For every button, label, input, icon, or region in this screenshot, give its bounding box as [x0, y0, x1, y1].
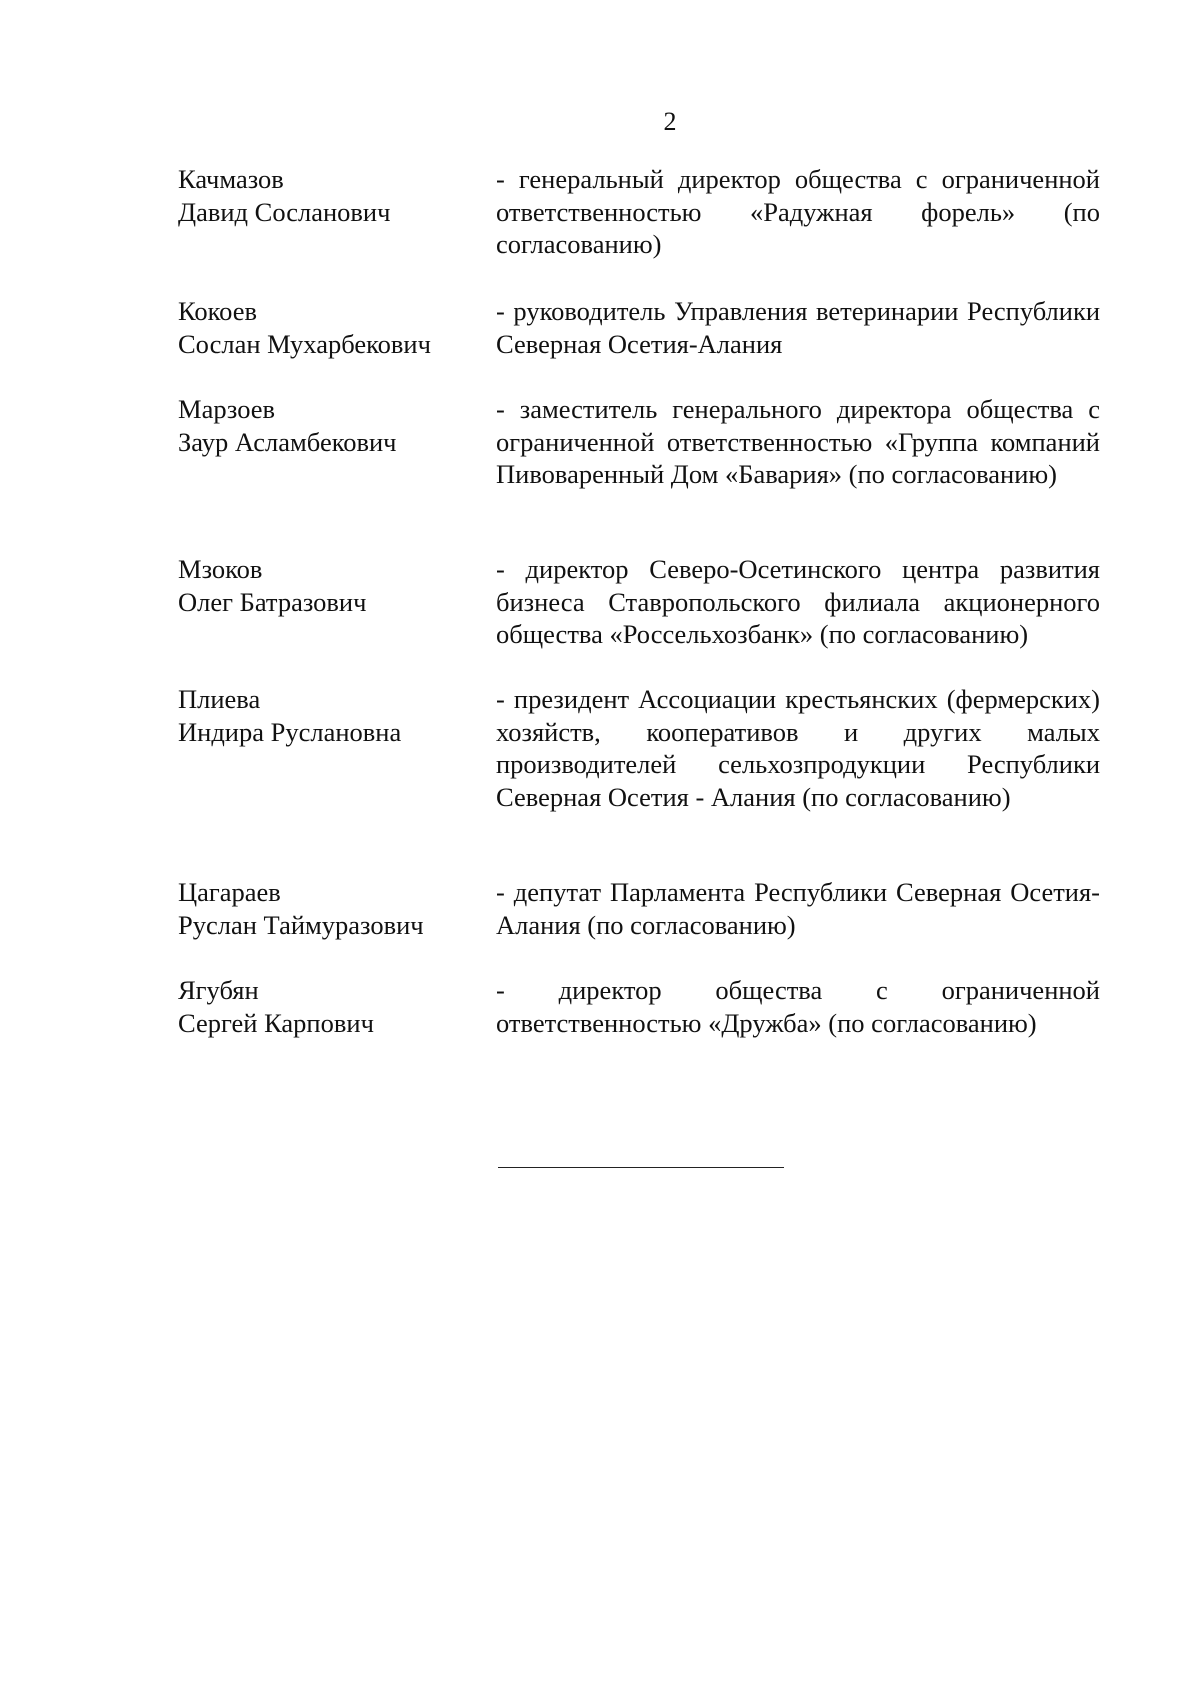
- member-role: - депутат Парламента Республики Северная Осетия-Алания (по согласованию): [496, 877, 1100, 940]
- member-surname: Качмазов: [178, 164, 284, 194]
- member-surname: Ягубян: [178, 975, 259, 1005]
- member-surname: Цагараев: [178, 877, 281, 907]
- member-name: [178, 393, 478, 458]
- member-surname: Плиева: [178, 684, 261, 714]
- member-given-names: Олег Батразович: [178, 586, 367, 617]
- member-surname: Мзоков: [178, 554, 263, 584]
- member-name: [178, 295, 478, 360]
- member-role: - заместитель генерального директора общества с ограниченной ответственностью «Группа компаний Пивоваренный Дом «Бавария» (по согласованию): [496, 394, 1100, 489]
- member-role: - президент Ассоциации крестьянских (фермерских) хозяйств, кооперативов и других малых производителей сельхозпродукции Республики Северная Осетия - Алания (по согласованию): [496, 684, 1100, 812]
- member-role: - генеральный директор общества с ограниченной ответственностью «Радужная форель» (по согласованию): [496, 164, 1100, 259]
- member-role: - руководитель Управления ветеринарии Республики Северная Осетия-Алания: [496, 296, 1100, 359]
- member-role: - директор Северо-Осетинского центра развития бизнеса Ставропольского филиала акционерного общества «Россельхозбанк» (по согласованию): [496, 554, 1100, 649]
- member-name: [178, 683, 478, 748]
- member-role: - директор общества с ограниченной ответственностью «Дружба» (по согласованию): [496, 975, 1100, 1038]
- member-name: [178, 553, 478, 618]
- member-given-names: Индира Руслановна: [178, 716, 402, 747]
- member-given-names: Заур Асламбекович: [178, 426, 397, 457]
- member-given-names: Сергей Карпович: [178, 1007, 374, 1038]
- member-name: [178, 974, 478, 1039]
- member-name: [178, 163, 478, 228]
- member-surname: Марзоев: [178, 394, 276, 424]
- member-given-names: Давид Сосланович: [178, 196, 391, 227]
- member-name: [178, 876, 478, 941]
- end-of-list-divider: [498, 1167, 784, 1168]
- page-number: 2: [663, 107, 677, 136]
- member-given-names: Сослан Мухарбекович: [178, 328, 431, 359]
- member-surname: Кокоев: [178, 296, 257, 326]
- member-given-names: Руслан Таймуразович: [178, 909, 424, 940]
